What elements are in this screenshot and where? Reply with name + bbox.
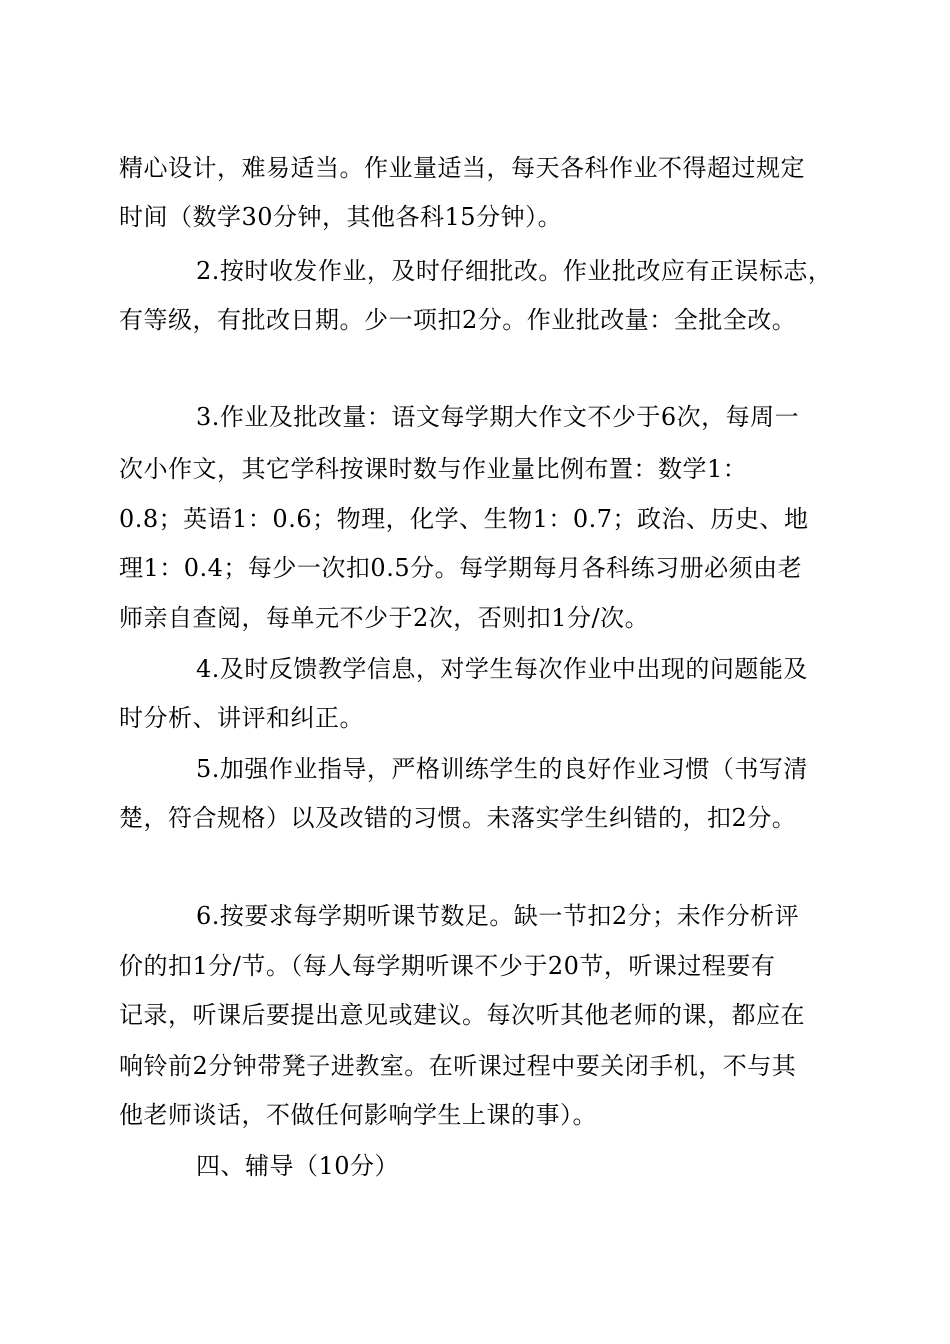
text-line: 理1：0.4；每少一次扣0.5分。每学期每月各科练习册必须由老 [119,554,803,582]
text-line: 他老师谈话，不做任何影响学生上课的事）。 [119,1101,597,1129]
text-line: 有等级，有批改日期。少一项扣2分。作业批改量：全批全改。 [119,306,797,334]
heading-text: 四、辅导（10分） [196,1152,400,1180]
text-line: 记录，听课后要提出意见或建议。每次听其他老师的课，都应在 [119,1001,805,1029]
text-line: 时间（数学30分钟，其他各科15分钟）。 [119,203,563,231]
text-line: 师亲自查阅，每单元不少于2次，否则扣1分/次。 [119,604,650,632]
text-line: 楚，符合规格）以及改错的习惯。未落实学生纠错的，扣2分。 [119,804,797,832]
text-line: 3.作业及批改量：语文每学期大作文不少于6次，每周一 [196,403,800,431]
text-line: 0.8；英语1：0.6；物理，化学、生物1：0.7；政治、历史、地 [119,505,809,533]
text-line: 2.按时收发作业，及时仔细批改。作业批改应有正误标志， [196,257,833,285]
text-line: 时分析、讲评和纠正。 [119,704,364,732]
text-line: 响铃前2分钟带凳子进教室。在听课过程中要关闭手机，不与其 [119,1052,797,1080]
text-line: 精心设计，难易适当。作业量适当，每天各科作业不得超过规定 [119,154,805,182]
text-line: 6.按要求每学期听课节数足。缺一节扣2分；未作分析评 [196,902,800,930]
text-line: 价的扣1分/节。（每人每学期听课不少于20节，听课过程要有 [119,952,776,980]
text-line: 4.及时反馈教学信息，对学生每次作业中出现的问题能及 [196,655,808,683]
text-line: 5.加强作业指导，严格训练学生的良好作业习惯（书写清 [196,755,808,783]
text-line: 次小作文，其它学科按课时数与作业量比例布置：数学1： [119,455,748,483]
